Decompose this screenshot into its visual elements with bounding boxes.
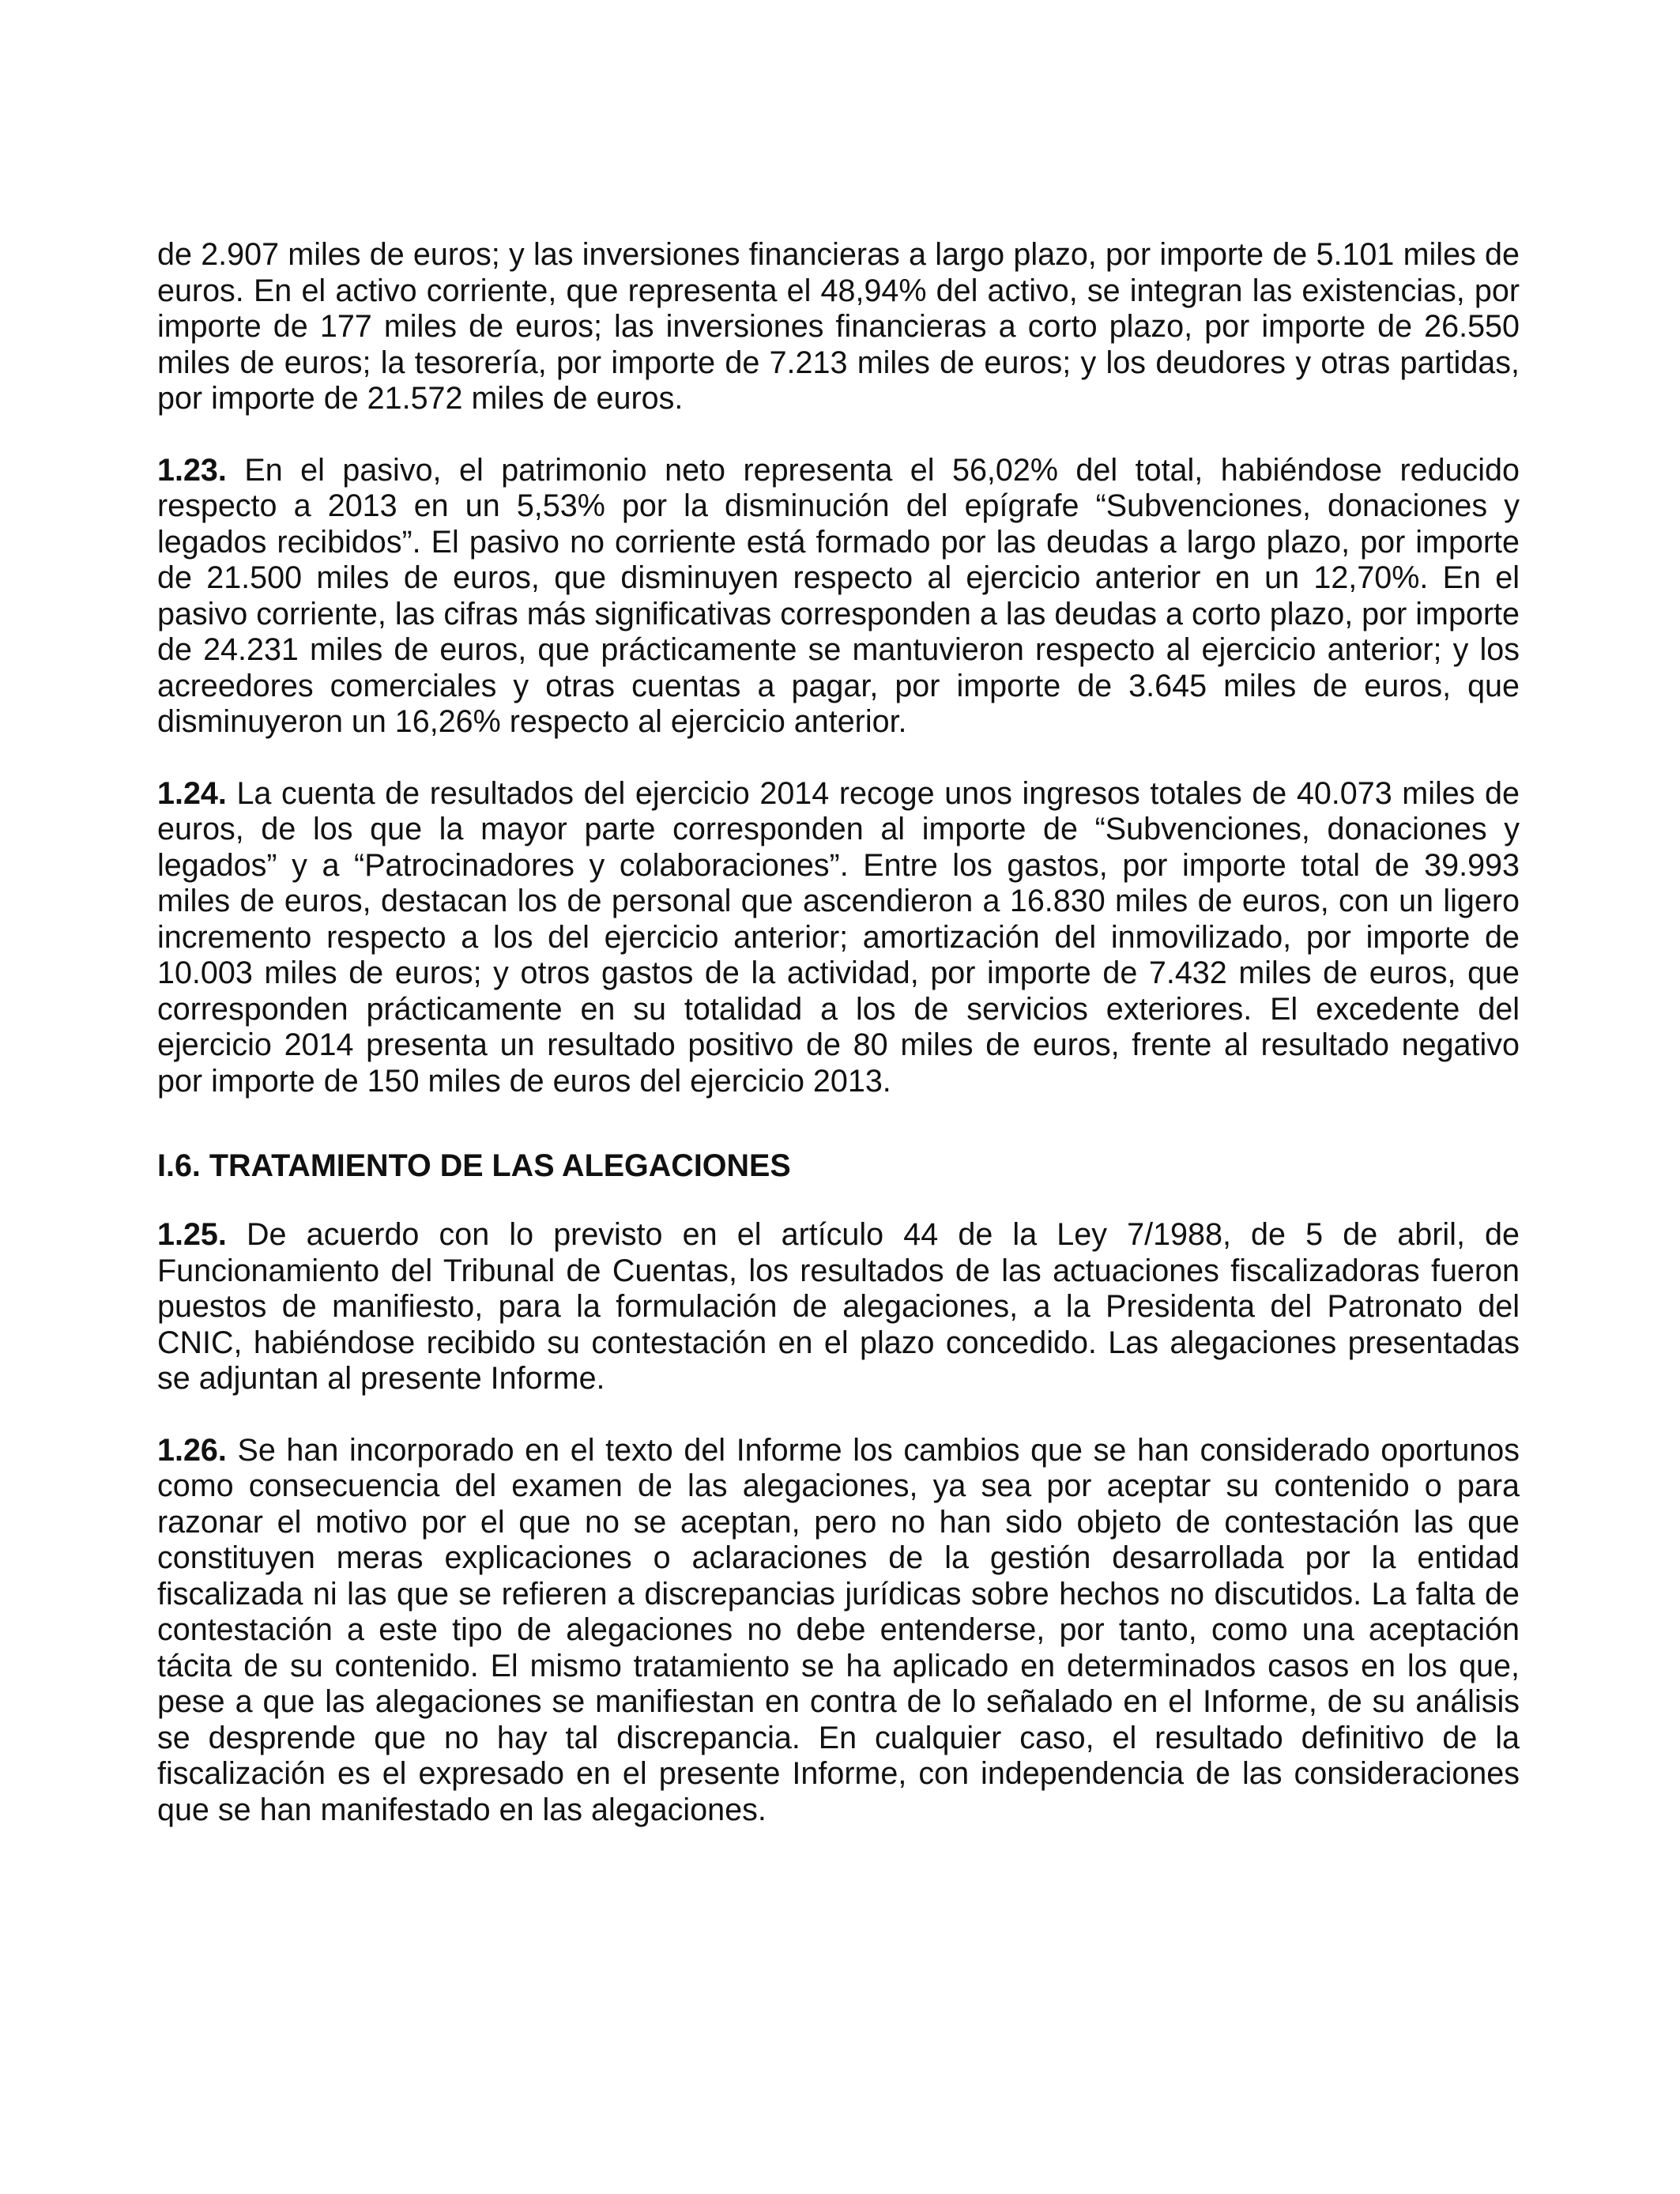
paragraph-number: 1.23. [157, 452, 227, 488]
paragraph-text: Se han incorporado en el texto del Informe los cambios que se han considerado oportunos como consecuencia del examen de las alegaciones, ya sea por aceptar su contenido o para razonar el motivo por el que no se aceptan, pero no han sido objeto de contestación las que constituyen meras explicaciones o aclaraciones de la gestión desarrollada por la entidad fiscalizada ni las que se refieren a discrepancias jurídicas sobre hechos no discutidos. La falta de contestación a este tipo de alegaciones no debe entenderse, por tanto, como una aceptación tácita de su contenido. El mismo tratamiento se ha aplicado en determinados casos en los que, pese a que las alegaciones se manifiestan en contra de lo señalado en el Informe, de su análisis se desprende que no hay tal discrepancia. En cualquier caso, el resultado definitivo de la fiscalización es el expresado en el presente Informe, con independencia de las consideraciones que se han manifestado en las alegaciones. [157, 1432, 1520, 1827]
paragraph-continuation [157, 237, 1520, 417]
paragraph-1-25 [157, 1217, 1520, 1397]
document-page [157, 237, 1520, 1828]
paragraph-text: La cuenta de resultados del ejercicio 2014 recoge unos ingresos totales de 40.073 miles de euros, de los que la mayor parte corresponden al importe de “Subvenciones, donaciones y legados” y a “Patrocinadores y colaboraciones”. Entre los gastos, por importe total de 39.993 miles de euros, destacan los de personal que ascendieron a 16.830 miles de euros, con un ligero incremento respecto a los del ejercicio anterior; amortización del inmovilizado, por importe de 10.003 miles de euros; y otros gastos de la actividad, por importe de 7.432 miles de euros, que corresponden prácticamente en su totalidad a los de servicios exteriores. El excedente del ejercicio 2014 presenta un resultado positivo de 80 miles de euros, frente al resultado negativo por importe de 150 miles de euros del ejercicio 2013. [157, 775, 1520, 1099]
paragraph-number: 1.26. [157, 1432, 227, 1468]
paragraph-number: 1.25. [157, 1217, 227, 1252]
paragraph-1-26 [157, 1433, 1520, 1829]
paragraph-text: En el pasivo, el patrimonio neto representa el 56,02% del total, habiéndose reducido respecto a 2013 en un 5,53% por la disminución del epígrafe “Subvenciones, donaciones y legados recibidos”. El pasivo no corriente está formado por las deudas a largo plazo, por importe de 21.500 miles de euros, que disminuyen respecto al ejercicio anterior en un 12,70%. En el pasivo corriente, las cifras más significativas corresponden a las deudas a corto plazo, por importe de 24.231 miles de euros, que prácticamente se mantuvieron respecto al ejercicio anterior; y los acreedores comerciales y otras cuentas a pagar, por importe de 3.645 miles de euros, que disminuyeron un 16,26% respecto al ejercicio anterior. [157, 452, 1520, 739]
paragraph-1-24 [157, 776, 1520, 1100]
section-heading: I.6. TRATAMIENTO DE LAS ALEGACIONES [157, 1148, 791, 1183]
paragraph-text: De acuerdo con lo previsto en el artículo 44 de la Ley 7/1988, de 5 de abril, de Funcionamiento del Tribunal de Cuentas, los resultados de las actuaciones fiscalizadoras fueron puestos de manifiesto, para la formulación de alegaciones, a la Presidenta del Patronato del CNIC, habiéndose recibido su contestación en el plazo concedido. Las alegaciones presentadas se adjuntan al presente Informe. [157, 1217, 1520, 1396]
paragraph-text: de 2.907 miles de euros; y las inversiones financieras a largo plazo, por importe de 5.101 miles de euros. En el activo corriente, que representa el 48,94% del activo, se integran las existencias, por importe de 177 miles de euros; las inversiones financieras a corto plazo, por importe de 26.550 miles de euros; la tesorería, por importe de 7.213 miles de euros; y los deudores y otras partidas, por importe de 21.572 miles de euros. [157, 237, 1520, 416]
paragraph-number: 1.24. [157, 775, 227, 811]
paragraph-1-23 [157, 453, 1520, 741]
